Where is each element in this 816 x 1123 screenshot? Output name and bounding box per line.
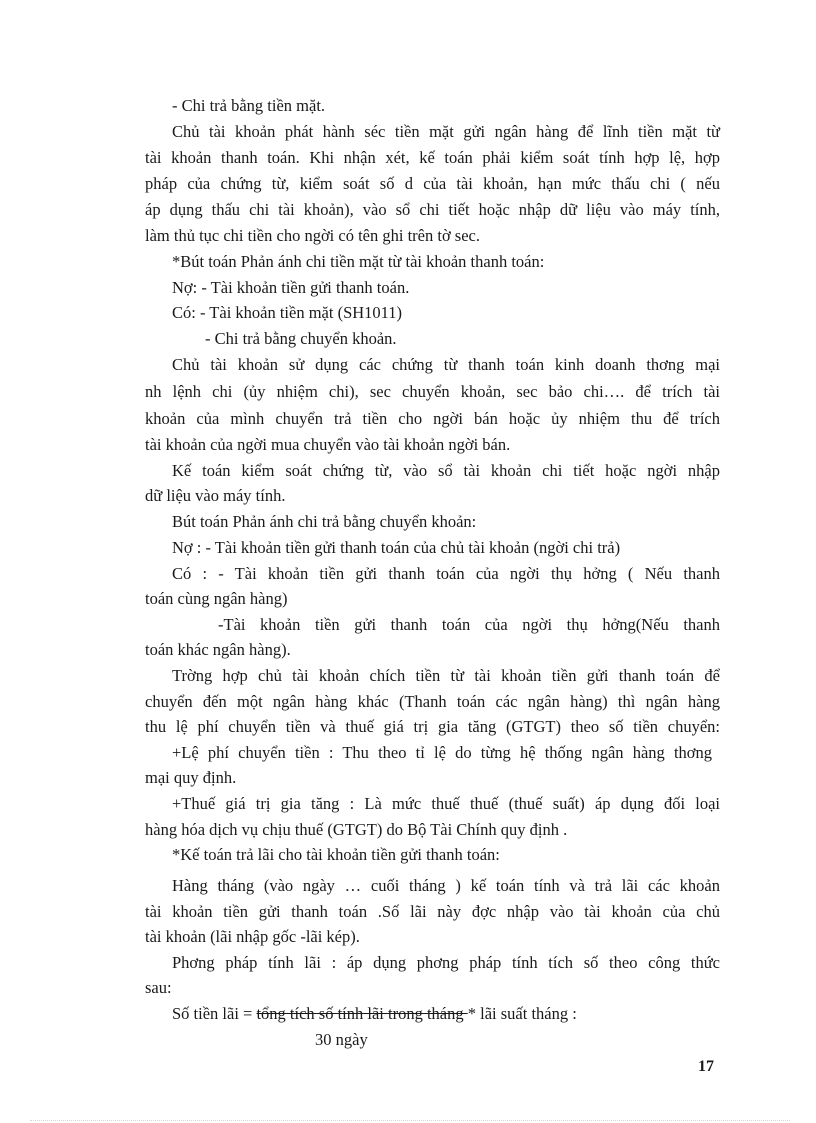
text-line: Có: - Tài khoản tiền mặt (SH1011)	[172, 303, 403, 322]
text-line: dữ liệu vào máy tính.	[145, 486, 286, 505]
formula-denominator: 30 ngày	[315, 1030, 368, 1049]
text-line: Bút toán Phản ánh chi trả bằng chuyển khoản:	[172, 512, 477, 531]
text-line: tài khoản thanh toán. Khi nhận xét, kế toán phải kiểm soát tính hợp lệ, hợp	[145, 148, 720, 167]
text-line: +Lệ phí chuyển tiền : Thu theo tỉ lệ do từng hệ thống ngân hàng thơng	[172, 743, 712, 762]
page-bottom-divider	[30, 1120, 790, 1121]
text-line: -Tài khoản tiền gửi thanh toán của ngời thụ hởng(Nếu thanh	[218, 615, 720, 634]
text-line: thu lệ phí chuyển tiền và thuế giá trị gia tăng (GTGT) theo số tiền chuyển:	[145, 717, 720, 736]
formula-rhs: * lãi suất tháng :	[467, 1004, 577, 1023]
text-line: tài khoản (lãi nhập gốc -lãi kép).	[145, 927, 360, 946]
text-line: toán cùng ngân hàng)	[145, 589, 288, 608]
text-line: hàng hóa dịch vụ chịu thuế (GTGT) do Bộ Tài Chính quy định .	[145, 820, 568, 839]
text-line: - Chi trả bằng chuyển khoản.	[205, 329, 397, 348]
formula-lhs: Số tiền lãi =	[172, 1004, 257, 1023]
text-line: áp dụng thấu chi tài khoản), vào sổ chi tiết hoặc nhập dữ liệu vào máy tính,	[145, 200, 720, 219]
text-line: *Kế toán trả lãi cho tài khoản tiền gửi thanh toán:	[172, 845, 500, 864]
text-line: nh lệnh chi (ủy nhiệm chi), sec chuyển khoản, sec bảo chi…. để trích tài	[145, 382, 720, 401]
text-line: sau:	[145, 978, 172, 997]
text-line: *Bút toán Phản ánh chi tiền mặt từ tài khoản thanh toán:	[172, 252, 545, 271]
text-line: khoản của mình chuyển trả tiền cho ngời bán hoặc ủy nhiệm thu để trích	[145, 409, 720, 428]
page-number: 17	[698, 1058, 714, 1075]
text-line: Phơng pháp tính lãi : áp dụng phơng pháp tính tích số theo công thức	[172, 953, 720, 972]
text-line: tài khoản tiền gửi thanh toán .Số lãi này đợc nhập vào tài khoản của chủ	[145, 902, 720, 921]
text-line: Trờng hợp chủ tài khoản chích tiền từ tài khoản tiền gửi thanh toán để	[172, 666, 720, 685]
text-line: Có : - Tài khoản tiền gửi thanh toán của ngời thụ hởng ( Nếu thanh	[172, 564, 720, 583]
text-line: - Chi trả bằng tiền mặt.	[172, 96, 326, 115]
text-line: Kế toán kiểm soát chứng từ, vào sổ tài khoản chi tiết hoặc ngời nhập	[172, 461, 720, 480]
formula-numerator: tổng tích số tính lãi trong tháng	[256, 1004, 468, 1023]
text-line: Nợ: - Tài khoản tiền gửi thanh toán.	[172, 278, 410, 297]
text-line: +Thuế giá trị gia tăng : Là mức thuế thuế (thuế suất) áp dụng đối loại	[172, 794, 720, 813]
text-line: làm thủ tục chi tiền cho ngời có tên ghi trên tờ sec.	[145, 226, 480, 245]
text-line: pháp của chứng từ, kiểm soát số d của tài khoản, hạn mức thấu chi ( nếu	[145, 174, 720, 193]
text-line: Chủ tài khoản sử dụng các chứng từ thanh toán kinh doanh thơng mại	[172, 355, 720, 374]
text-line: mại quy định.	[145, 768, 237, 787]
text-line: tài khoản của ngời mua chuyển vào tài khoản ngời bán.	[145, 435, 511, 454]
text-line: Nợ : - Tài khoản tiền gửi thanh toán của chủ tài khoản (ngời chi trả)	[172, 538, 621, 557]
interest-formula	[172, 1003, 747, 1025]
text-line: Chủ tài khoản phát hành séc tiền mặt gửi ngân hàng để lĩnh tiền mặt từ	[172, 122, 720, 141]
text-line: Hàng tháng (vào ngày … cuối tháng ) kế toán tính và trả lãi các khoản	[172, 876, 720, 895]
text-line: toán khác ngân hàng).	[145, 640, 291, 659]
text-line: chuyển đến một ngân hàng khác (Thanh toán các ngân hàng) thì ngân hàng	[145, 692, 720, 711]
